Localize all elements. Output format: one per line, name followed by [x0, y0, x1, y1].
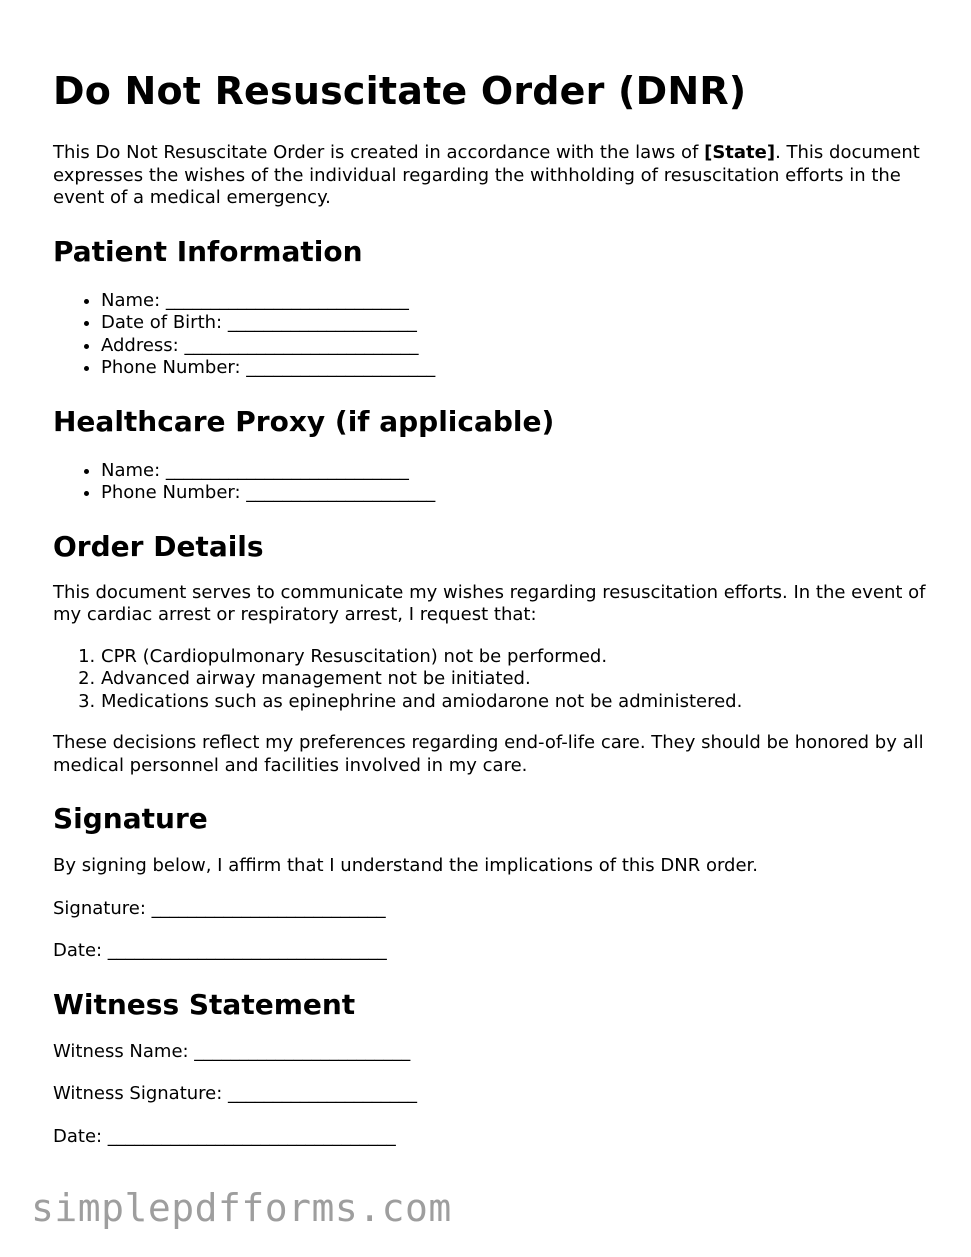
state-placeholder: [State]: [704, 142, 776, 163]
signature-heading: Signature: [53, 802, 208, 835]
watermark-text: simplepdfforms.com: [31, 1186, 452, 1230]
intro-text-before: This Do Not Resuscitate Order is created in accordance with the laws of: [53, 142, 705, 163]
witness-heading: Witness Statement: [53, 987, 356, 1021]
order-details-heading: Order Details: [53, 529, 264, 563]
order-details-paragraph: This document serves to communicate my wishes regarding resuscitation efforts. In the event of my cardiac arrest or respiratory arrest, I request that:: [53, 581, 926, 625]
signature-date-line: Date: _______________________________: [53, 940, 387, 961]
patient-name-field: • Name: ___________________________: [101, 290, 933, 313]
order-request-item: 2. Advanced airway management not be initiated.: [101, 668, 933, 691]
order-request-item: 1. CPR (Cardiopulmonary Resuscitation) not be performed.: [101, 646, 933, 669]
order-request-item: 3. Medications such as epinephrine and amiodarone not be administered.: [101, 691, 933, 714]
witness-name-line: Witness Name: ________________________: [53, 1040, 411, 1062]
patient-phone-field: • Phone Number: _____________________: [101, 357, 933, 380]
witness-date-line: Date: ________________________________: [53, 1125, 396, 1147]
witness-signature-line: Witness Signature: _____________________: [53, 1083, 418, 1104]
proxy-phone-field: • Phone Number: _____________________: [101, 482, 933, 505]
document-page: [53, 64, 933, 1148]
patient-info-heading: Patient Information: [53, 234, 363, 268]
patient-address-field: • Address: __________________________: [101, 335, 933, 358]
intro-paragraph: [53, 142, 933, 210]
patient-dob-field: • Date of Birth: _____________________: [101, 312, 933, 335]
intro-text-after: . This document expresses the wishes of the individual regarding the withholding of resuscitation efforts in the event of a medical emergency.: [53, 142, 920, 208]
proxy-list: [53, 460, 933, 505]
order-closing-paragraph: These decisions reflect my preferences regarding end-of-life care. They should be honored by all medical personnel and facilities involved in my care.: [53, 732, 924, 776]
page-title: Do Not Resuscitate Order (DNR): [53, 69, 747, 113]
signature-statement: By signing below, I affirm that I understand the implications of this DNR order.: [53, 855, 759, 876]
order-requests-list: [53, 646, 933, 714]
proxy-name-field: • Name: ___________________________: [101, 460, 933, 483]
patient-info-list: [53, 290, 933, 380]
proxy-heading: Healthcare Proxy (if applicable): [53, 404, 555, 438]
signature-line: Signature: __________________________: [53, 897, 386, 919]
